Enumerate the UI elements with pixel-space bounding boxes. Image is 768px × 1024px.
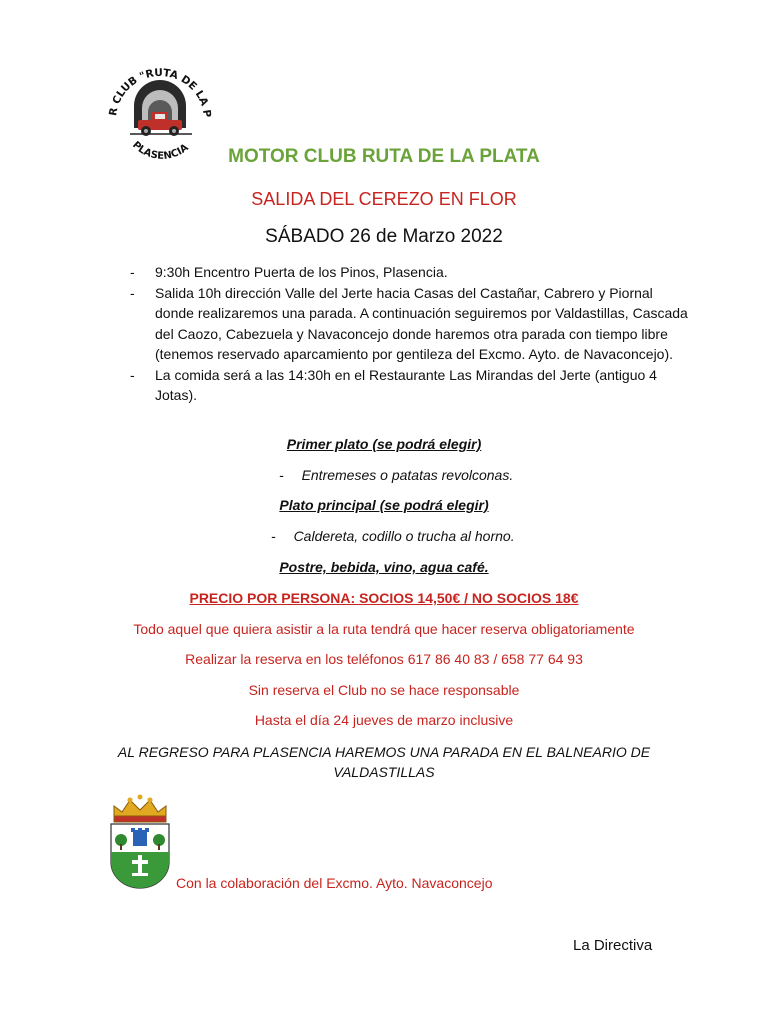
- first-course-text: Entremeses o patatas revolconas.: [301, 467, 514, 483]
- main-course-text: Caldereta, codillo o trucha al horno.: [293, 528, 515, 544]
- itinerary-list: [130, 262, 690, 406]
- bullet-dash: -: [130, 366, 135, 383]
- collaboration-note: Con la colaboración del Excmo. Ayto. Navaconcejo: [176, 875, 493, 891]
- navaconcejo-coat-of-arms-icon: [106, 792, 174, 892]
- bullet-dash: -: [271, 528, 276, 544]
- dessert-line: Postre, bebida, vino, agua café.: [279, 559, 489, 575]
- return-note: [0, 742, 768, 782]
- itinerary-text: 9:30h Encentro Puerta de los Pinos, Plasencia.: [155, 264, 448, 280]
- price-line: PRECIO POR PERSONA: SOCIOS 14,50€ / NO SOCIOS 18€: [189, 590, 579, 606]
- list-item: [130, 365, 690, 406]
- logo-bottom-text: PLASENCIA: [130, 139, 191, 162]
- navaconcejo-crest: [106, 792, 174, 892]
- list-item: [130, 262, 690, 283]
- club-title: MOTOR CLUB RUTA DE LA PLATA: [228, 146, 540, 167]
- main-course-heading: Plato principal (se podrá elegir): [279, 497, 489, 513]
- return-note-line: VALDASTILLAS: [333, 764, 435, 780]
- event-date: SÁBADO 26 de Marzo 2022: [265, 226, 503, 247]
- logo-top-text: R CLUB "RUTA DE LA P: [107, 66, 214, 119]
- first-course-heading: Primer plato (se podrá elegir): [286, 436, 482, 452]
- return-note-line: AL REGRESO PARA PLASENCIA HAREMOS UNA PARADA EN EL BALNEARIO DE: [117, 744, 651, 760]
- itinerary-text: La comida será a las 14:30h en el Restaurante Las Mirandas del Jerte (antiguo 4 Jotas).: [155, 366, 657, 403]
- event-subtitle: SALIDA DEL CEREZO EN FLOR: [251, 189, 517, 209]
- responsibility-note: Sin reserva el Club no se hace responsable: [248, 682, 520, 698]
- main-course-item: [271, 528, 515, 544]
- list-item: [130, 283, 690, 365]
- itinerary-text: Salida 10h dirección Valle del Jerte hacia Casas del Castañar, Cabrero y Piornal donde realizaremos una parada. A continuación seguiremos por Valdastillas, Cascada del Caozo, Cabezuela y Navaconcejo donde haremos otra parada con tiempo libre (tenemos reservado aparcamiento por gentileza del Excmo. Ayto. de Navaconcejo).: [155, 284, 688, 362]
- first-course-item: [279, 467, 513, 483]
- bullet-dash: -: [279, 467, 284, 483]
- deadline-note: Hasta el día 24 jueves de marzo inclusive: [254, 712, 514, 728]
- signature: La Directiva: [573, 937, 653, 954]
- bullet-dash: -: [130, 284, 135, 301]
- bullet-dash: -: [130, 264, 135, 280]
- reservation-required-note: Todo aquel que quiera asistir a la ruta tendrá que hacer reserva obligatoriamente: [133, 621, 635, 637]
- reservation-phones: Realizar la reserva en los teléfonos 617 86 40 83 / 658 77 64 93: [185, 651, 583, 667]
